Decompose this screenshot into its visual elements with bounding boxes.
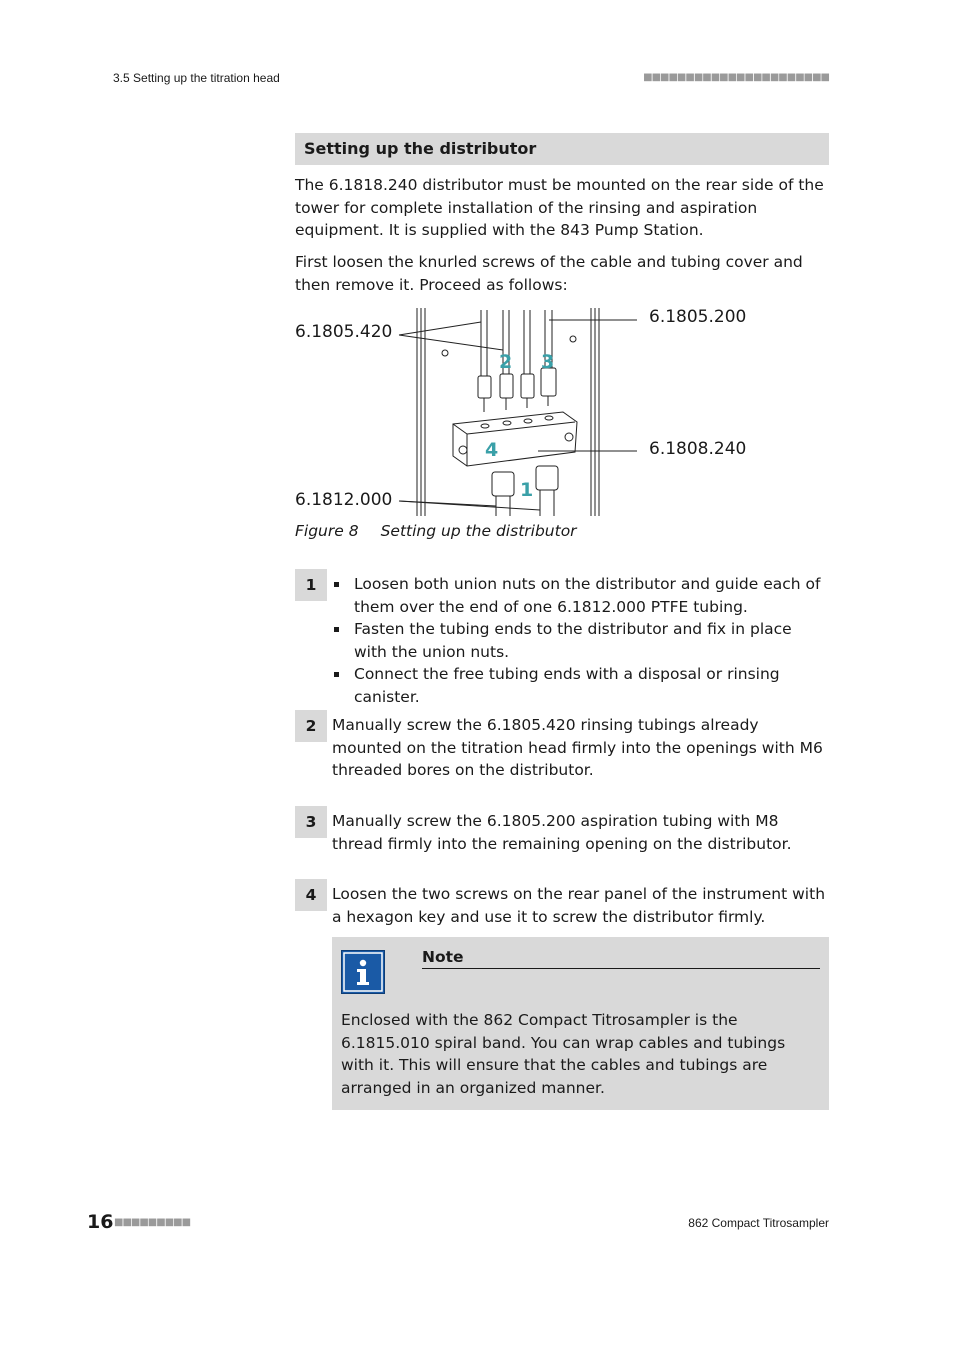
list-item: Connect the free tubing ends with a disposal or rinsing canister. — [332, 663, 828, 708]
running-header-dots: ■■■■■■■■■■■■■■■■■■■■■■ — [643, 72, 829, 83]
callout-2: 2 — [499, 351, 513, 373]
label-rinsing-tubing: 6.1805.420 — [295, 322, 393, 342]
step-4-text: Loosen the two screws on the rear panel of the instrument with a hexagon key and use it to screw the distributor firmly. — [332, 885, 826, 926]
section-title-bar — [295, 133, 829, 165]
list-item: Fasten the tubing ends to the distributor and fix in place with the union nuts. — [332, 618, 828, 663]
step-number-4: 4 — [295, 879, 327, 911]
footer-dots: ■■■■■■■■■ — [114, 1217, 191, 1228]
instruction-paragraph: First loosen the knurled screws of the cable and tubing cover and then remove it. Proceed as follows: — [295, 253, 803, 294]
list-item: Loosen both union nuts on the distributor and guide each of them over the end of one 6.1812.000 PTFE tubing. — [332, 573, 828, 618]
step-2-text: Manually screw the 6.1805.420 rinsing tubings already mounted on the titration head firmly into the openings with M6 threaded bores on the distributor. — [332, 716, 823, 779]
figure-caption-number: Figure 8 — [295, 522, 359, 540]
figure-caption-text: Setting up the distributor — [380, 522, 577, 540]
page-number: 16 — [87, 1211, 114, 1233]
step-3-text: Manually screw the 6.1805.200 aspiration tubing with M8 thread firmly into the remaining opening on the distributor. — [332, 812, 792, 853]
callout-3: 3 — [541, 351, 555, 373]
note-box — [332, 937, 829, 1110]
label-aspiration-tubing: 6.1805.200 — [649, 307, 747, 327]
info-icon — [341, 950, 385, 994]
intro-paragraph: The 6.1818.240 distributor must be mounted on the rear side of the tower for complete installation of the rinsing and aspiration equipment. It is supplied with the 843 Pump Station. — [295, 176, 824, 239]
note-text: Enclosed with the 862 Compact Titrosampler is the 6.1815.010 spiral band. You can wrap cables and tubings with it. This will ensure that the cables and tubings are arranged in an organized manner. — [341, 1011, 786, 1097]
note-title: Note — [422, 948, 820, 969]
label-ptfe-tubing: 6.1812.000 — [295, 490, 393, 510]
step-number-1: 1 — [295, 569, 327, 601]
section-title: Setting up the distributor — [304, 139, 537, 158]
callout-4: 4 — [485, 439, 499, 461]
running-header-section: 3.5 Setting up the titration head — [113, 71, 280, 85]
step-number-3: 3 — [295, 806, 327, 838]
footer-product-name: 862 Compact Titrosampler — [688, 1216, 829, 1230]
step-1-bullets — [332, 573, 828, 708]
distributor-drawing — [295, 300, 829, 522]
callout-1: 1 — [520, 479, 534, 501]
step-1-content — [332, 573, 828, 708]
distributor-figure — [295, 300, 829, 522]
step-number-2: 2 — [295, 710, 327, 742]
figure-caption — [295, 522, 577, 540]
label-distributor: 6.1808.240 — [649, 439, 747, 459]
